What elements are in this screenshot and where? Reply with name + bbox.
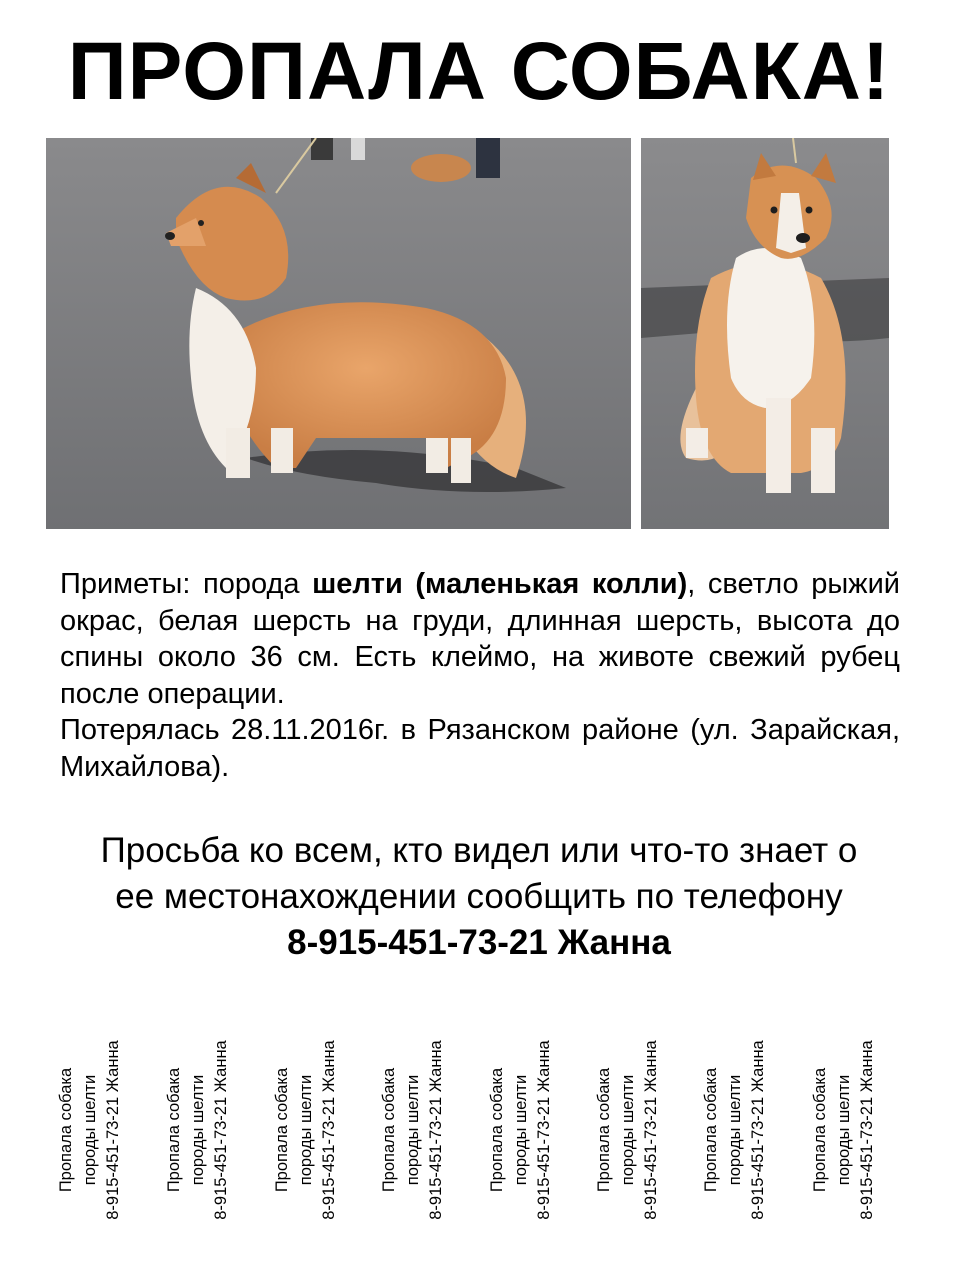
description-lost-info: Потерялась 28.11.2016г. в Рязанском районе (ул. Зарайская, Михайлова). <box>60 714 900 783</box>
description-features: Приметы: порода шелти (маленькая колли), светло рыжий окрас, белая шерсть на груди, длинная шерсть, высота до спины около 36 см. Есть клеймо, на животе свежий рубец после операции. <box>60 568 900 710</box>
tear-off-tabs <box>0 1030 958 1230</box>
tear-off-tab[interactable]: Пропала собака породы шелти 8-915-451-73-21 Жанна <box>273 1040 338 1220</box>
contact-phone: 8-915-451-73-21 Жанна <box>287 923 671 962</box>
dog-photo-side <box>46 138 631 529</box>
dog-description <box>60 566 900 786</box>
breed-name: шелти (маленькая колли) <box>312 568 688 600</box>
tear-off-tab[interactable]: Пропала собака породы шелти 8-915-451-73-21 Жанна <box>595 1040 660 1220</box>
tear-off-tab[interactable]: Пропала собака породы шелти 8-915-451-73-21 Жанна <box>488 1040 553 1220</box>
appeal-line-2: ее местонахождении сообщить по телефону <box>115 877 843 916</box>
tear-off-tab[interactable]: Пропала собака породы шелти 8-915-451-73-21 Жанна <box>57 1040 122 1220</box>
tear-off-tab[interactable]: Пропала собака породы шелти 8-915-451-73-21 Жанна <box>811 1040 876 1220</box>
poster-title: ПРОПАЛА СОБАКА! <box>67 26 891 117</box>
contact-appeal <box>40 828 918 966</box>
appeal-line-1: Просьба ко всем, кто видел или что-то знает о <box>100 831 858 870</box>
tear-off-tab[interactable]: Пропала собака породы шелти 8-915-451-73-21 Жанна <box>165 1040 230 1220</box>
dog-photo-front <box>641 138 889 529</box>
tear-off-tab[interactable]: Пропала собака породы шелти 8-915-451-73-21 Жанна <box>702 1040 767 1220</box>
tear-off-tab[interactable]: Пропала собака породы шелти 8-915-451-73-21 Жанна <box>380 1040 445 1220</box>
